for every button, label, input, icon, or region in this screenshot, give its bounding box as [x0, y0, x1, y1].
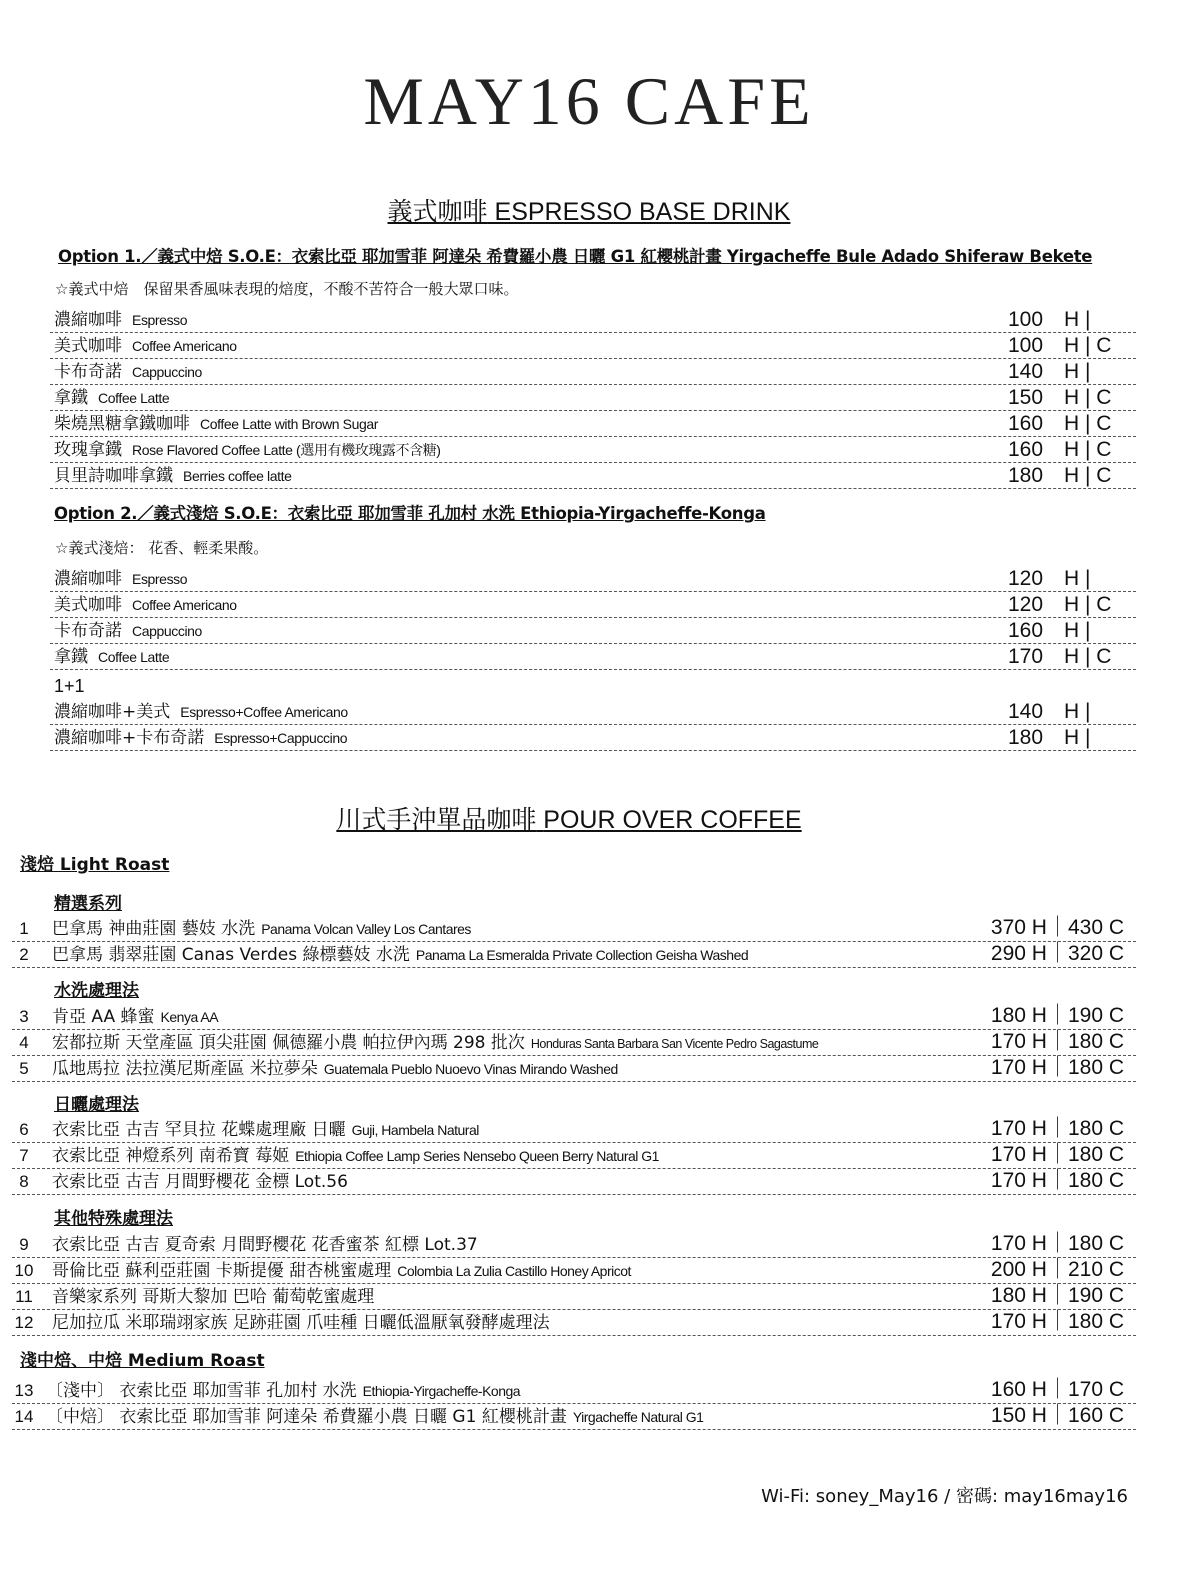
price: 150 H | C: [1008, 386, 1112, 409]
coffee-row: 7 衣索比亞 神燈系列 南希寶 莓姬 Ethiopia Coffee Lamp Series Nensebo Queen Berry Natural G1 170 H｜180 C: [12, 1143, 1136, 1169]
menu-row: 柴燒黑糖拿鐵咖啡 Coffee Latte with Brown Sugar 160 H | C: [50, 411, 1136, 437]
menu-row: 卡布奇諾 Cappuccino 140 H |: [50, 359, 1136, 385]
price: 150 H｜160 C: [990, 1404, 1124, 1427]
coffee-row: 5 瓜地馬拉 法拉漢尼斯產區 米拉夢朵 Guatemala Pueblo Nuoevo Vinas Mirando Washed 170 H｜180 C: [12, 1056, 1136, 1082]
group-heading: 日曬處理法: [54, 1095, 139, 1115]
price: 200 H｜210 C: [990, 1258, 1124, 1281]
menu-row: 拿鐵 Coffee Latte 170 H | C: [50, 644, 1136, 670]
coffee-row: 10 哥倫比亞 蘇利亞莊園 卡斯提優 甜杏桃蜜處理 Colombia La Zulia Castillo Honey Apricot 200 H｜210 C: [12, 1258, 1136, 1284]
coffee-row: 2 巴拿馬 翡翠莊園 Canas Verdes 綠標藝妓 水洗 Panama La Esmeralda Private Collection Geisha Washed 290 H｜320 C: [12, 942, 1136, 968]
price: 140 H |: [1008, 700, 1091, 723]
price: 180 H | C: [1008, 464, 1112, 487]
menu-row: 濃縮咖啡 Espresso 100 H |: [50, 307, 1136, 333]
light-roast-heading: 淺焙 Light Roast: [20, 855, 170, 875]
price: 170 H｜180 C: [990, 1169, 1124, 1192]
price: 290 H｜320 C: [990, 942, 1124, 965]
coffee-row: 3 肯亞 AA 蜂蜜 Kenya AA 180 H｜190 C: [12, 1004, 1136, 1030]
price: 120 H | C: [1008, 593, 1112, 616]
espresso-title-en: ESPRESSO BASE DRINK: [494, 198, 791, 226]
price: 170 H｜180 C: [990, 1030, 1124, 1053]
option-1-note: ☆義式中焙 保留果香風味表現的焙度，不酸不苦符合一般大眾口味。: [55, 280, 519, 298]
pour-over-title-zh: 川式手沖單品咖啡: [336, 805, 537, 834]
price: 370 H｜430 C: [990, 916, 1124, 939]
menu-row: 美式咖啡 Coffee Americano 100 H | C: [50, 333, 1136, 359]
coffee-row: 6 衣索比亞 古吉 罕貝拉 花蝶處理廠 日曬 Guji, Hambela Natural 170 H｜180 C: [12, 1117, 1136, 1143]
price: 170 H｜180 C: [990, 1056, 1124, 1079]
price: 180 H |: [1008, 726, 1091, 749]
menu-row: 美式咖啡 Coffee Americano 120 H | C: [50, 592, 1136, 618]
price: 160 H | C: [1008, 438, 1112, 461]
option-2-label: Option 2.／義式淺焙 S.O.E：衣索比亞 耶加雪菲 孔加村 水洗 Ethiopia-Yirgacheffe-Konga: [54, 504, 766, 523]
wifi-info: Wi-Fi: soney_May16 / 密碼: may16may16: [761, 1486, 1128, 1507]
coffee-row: 9 衣索比亞 古吉 夏奇索 月間野櫻花 花香蜜茶 紅標 Lot.37 170 H｜180 C: [12, 1232, 1136, 1258]
espresso-section-title: [0, 192, 1178, 228]
price: 170 H｜180 C: [990, 1310, 1124, 1333]
price: 180 H｜190 C: [990, 1004, 1124, 1027]
price: 160 H | C: [1008, 412, 1112, 435]
pour-over-section-title: [0, 800, 1158, 836]
combo-label: 1+1: [54, 676, 85, 696]
coffee-row: 11 音樂家系列 哥斯大黎加 巴哈 葡萄乾蜜處理 180 H｜190 C: [12, 1284, 1136, 1310]
price: 160 H｜170 C: [990, 1378, 1124, 1401]
menu-row: 拿鐵 Coffee Latte 150 H | C: [50, 385, 1136, 411]
coffee-row: 13 〔淺中〕 衣索比亞 耶加雪菲 孔加村 水洗 Ethiopia-Yirgacheffe-Konga 160 H｜170 C: [12, 1378, 1136, 1404]
price: 140 H |: [1008, 360, 1091, 383]
medium-roast-heading: 淺中焙、中焙 Medium Roast: [20, 1351, 265, 1371]
price: 100 H | C: [1008, 334, 1112, 357]
menu-row: 貝里詩咖啡拿鐵 Berries coffee latte 180 H | C: [50, 463, 1136, 489]
coffee-row: 8 衣索比亞 古吉 月間野櫻花 金標 Lot.56 170 H｜180 C: [12, 1169, 1136, 1195]
price: 180 H｜190 C: [990, 1284, 1124, 1307]
price: 170 H｜180 C: [990, 1232, 1124, 1255]
price: 100 H |: [1008, 308, 1091, 331]
coffee-row: 4 宏都拉斯 天堂產區 頂尖莊園 佩德羅小農 帕拉伊內瑪 298 批次 Honduras Santa Barbara San Vicente Pedro Sagastume 170 H｜180 C: [12, 1030, 1136, 1056]
cafe-logo: MAY16 CAFE: [363, 63, 815, 139]
menu-row: 卡布奇諾 Cappuccino 160 H |: [50, 618, 1136, 644]
option-1-label: Option 1.／義式中焙 S.O.E：衣索比亞 耶加雪菲 阿達朵 希費羅小農 日曬 G1 紅櫻桃計畫 Yirgacheffe Bule Adado Shiferaw Bekete: [58, 247, 1093, 266]
group-heading: 其他特殊處理法: [54, 1209, 173, 1229]
price: 160 H |: [1008, 619, 1091, 642]
price: 170 H | C: [1008, 645, 1112, 668]
coffee-row: 14 〔中焙〕 衣索比亞 耶加雪菲 阿達朵 希費羅小農 日曬 G1 紅櫻桃計畫 Yirgacheffe Natural G1 150 H｜160 C: [12, 1404, 1136, 1430]
group-heading: 精選系列: [54, 894, 122, 914]
pour-over-title-en: POUR OVER COFFEE: [543, 806, 802, 834]
menu-row: 玫瑰拿鐵 Rose Flavored Coffee Latte (選用有機玫瑰露不含糖) 160 H | C: [50, 437, 1136, 463]
group-heading: 水洗處理法: [54, 981, 139, 1001]
menu-row: 濃縮咖啡+卡布奇諾 Espresso+Cappuccino 180 H |: [50, 725, 1136, 751]
price: 120 H |: [1008, 567, 1091, 590]
coffee-row: 1 巴拿馬 神曲莊園 藝妓 水洗 Panama Volcan Valley Los Cantares 370 H｜430 C: [12, 916, 1136, 942]
coffee-row: 12 尼加拉瓜 米耶瑞翊家族 足跡莊園 爪哇種 日曬低溫厭氧發酵處理法 170 H｜180 C: [12, 1310, 1136, 1336]
option-2-note: ☆義式淺焙： 花香、輕柔果酸。: [55, 539, 269, 557]
price: 170 H｜180 C: [990, 1117, 1124, 1140]
espresso-title-zh: 義式咖啡: [387, 197, 488, 226]
menu-row: 濃縮咖啡 Espresso 120 H |: [50, 566, 1136, 592]
price: 170 H｜180 C: [990, 1143, 1124, 1166]
menu-row: 濃縮咖啡+美式 Espresso+Coffee Americano 140 H |: [50, 699, 1136, 725]
